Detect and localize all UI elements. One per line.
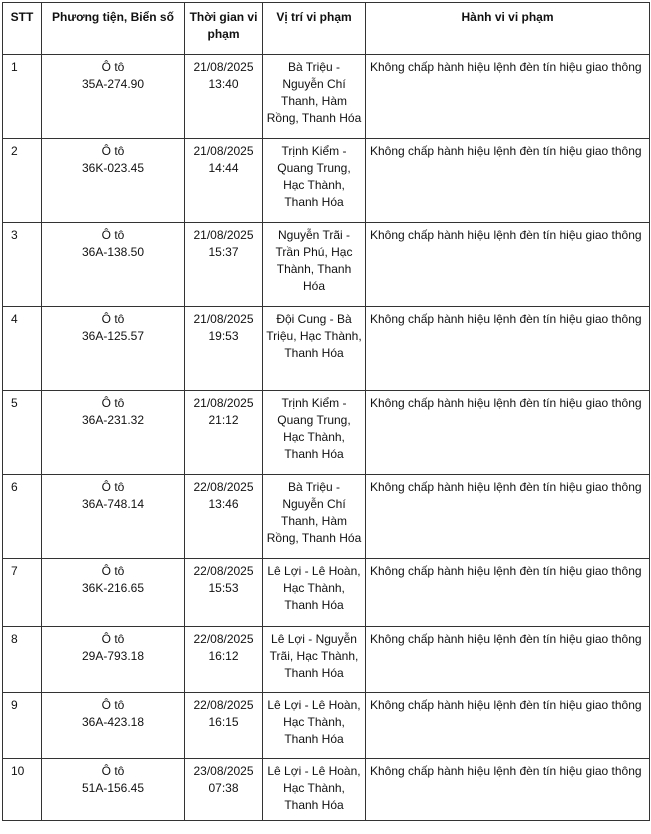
row-location: Lê Lợi - Lê Hoàn, Hạc Thành, Thanh Hóa: [263, 759, 366, 821]
table-row: [3, 307, 650, 391]
plate-number: 36A-423.18: [81, 715, 145, 729]
row-stt: 5: [3, 391, 42, 475]
violation-time: 16:12: [208, 649, 239, 663]
row-time-cell: [185, 475, 263, 559]
vehicle-type: Ô tô: [101, 396, 125, 410]
table-row: [3, 759, 650, 821]
violation-time: 07:38: [208, 781, 239, 795]
row-time-cell: [185, 139, 263, 223]
plate-number: 36A-125.57: [81, 329, 145, 343]
row-stt: 4: [3, 307, 42, 391]
violation-date: 21/08/2025: [193, 144, 254, 158]
header-location: Vị trí vi phạm: [263, 3, 366, 55]
table-row: [3, 475, 650, 559]
plate-number: 36A-138.50: [81, 245, 145, 259]
row-violation: Không chấp hành hiệu lệnh đèn tín hiệu giao thông: [366, 223, 650, 307]
violations-table: [2, 2, 650, 821]
violation-date: 22/08/2025: [193, 480, 254, 494]
violation-time: 21:12: [208, 413, 239, 427]
row-location: Bà Triệu - Nguyễn Chí Thanh, Hàm Rồng, Thanh Hóa: [263, 475, 366, 559]
table-header-row: [3, 3, 650, 55]
row-time-cell: [185, 693, 263, 759]
row-violation: Không chấp hành hiệu lệnh đèn tín hiệu giao thông: [366, 55, 650, 139]
vehicle-type: Ô tô: [101, 228, 125, 242]
row-time-cell: [185, 627, 263, 693]
header-violation: Hành vi vi phạm: [366, 3, 650, 55]
violation-time: 14:44: [208, 161, 239, 175]
row-stt: 2: [3, 139, 42, 223]
row-location: Trịnh Kiểm - Quang Trung, Hạc Thành, Thanh Hóa: [263, 139, 366, 223]
violation-time: 15:37: [208, 245, 239, 259]
row-location: Lê Lợi - Lê Hoàn, Hạc Thành, Thanh Hóa: [263, 693, 366, 759]
vehicle-type: Ô tô: [101, 764, 125, 778]
row-location: Đội Cung - Bà Triệu, Hạc Thành, Thanh Hóa: [263, 307, 366, 391]
plate-number: 35A-274.90: [81, 77, 145, 91]
row-vehicle-cell: [42, 55, 185, 139]
row-stt: 9: [3, 693, 42, 759]
violation-time: 13:40: [208, 77, 239, 91]
vehicle-type: Ô tô: [101, 632, 125, 646]
plate-number: 36K-216.65: [81, 581, 145, 595]
row-location: Bà Triệu - Nguyễn Chí Thanh, Hàm Rồng, Thanh Hóa: [263, 55, 366, 139]
violation-time: 19:53: [208, 329, 239, 343]
row-vehicle-cell: [42, 223, 185, 307]
violation-time: 16:15: [208, 715, 239, 729]
row-violation: Không chấp hành hiệu lệnh đèn tín hiệu giao thông: [366, 475, 650, 559]
row-time-cell: [185, 55, 263, 139]
row-vehicle-cell: [42, 475, 185, 559]
row-stt: 7: [3, 559, 42, 627]
row-violation: Không chấp hành hiệu lệnh đèn tín hiệu giao thông: [366, 307, 650, 391]
row-stt: 3: [3, 223, 42, 307]
row-stt: 1: [3, 55, 42, 139]
row-vehicle-cell: [42, 307, 185, 391]
table-row: [3, 559, 650, 627]
violation-date: 21/08/2025: [193, 60, 254, 74]
row-stt: 6: [3, 475, 42, 559]
table-row: [3, 627, 650, 693]
vehicle-type: Ô tô: [101, 60, 125, 74]
row-location: Nguyễn Trãi - Trần Phú, Hạc Thành, Thanh Hóa: [263, 223, 366, 307]
violation-date: 21/08/2025: [193, 228, 254, 242]
row-vehicle-cell: [42, 391, 185, 475]
plate-number: 51A-156.45: [81, 781, 145, 795]
row-time-cell: [185, 391, 263, 475]
row-vehicle-cell: [42, 693, 185, 759]
violation-time: 13:46: [208, 497, 239, 511]
row-violation: Không chấp hành hiệu lệnh đèn tín hiệu giao thông: [366, 391, 650, 475]
row-violation: Không chấp hành hiệu lệnh đèn tín hiệu giao thông: [366, 759, 650, 821]
plate-number: 29A-793.18: [81, 649, 145, 663]
row-vehicle-cell: [42, 627, 185, 693]
row-location: Lê Lợi - Lê Hoàn, Hạc Thành, Thanh Hóa: [263, 559, 366, 627]
row-violation: Không chấp hành hiệu lệnh đèn tín hiệu giao thông: [366, 139, 650, 223]
row-location: Trịnh Kiểm - Quang Trung, Hạc Thành, Thanh Hóa: [263, 391, 366, 475]
table-row: [3, 693, 650, 759]
row-stt: 10: [3, 759, 42, 821]
row-vehicle-cell: [42, 139, 185, 223]
violation-date: 23/08/2025: [193, 764, 254, 778]
row-stt: 8: [3, 627, 42, 693]
vehicle-type: Ô tô: [101, 144, 125, 158]
vehicle-type: Ô tô: [101, 698, 125, 712]
row-vehicle-cell: [42, 559, 185, 627]
row-violation: Không chấp hành hiệu lệnh đèn tín hiệu giao thông: [366, 693, 650, 759]
table-row: [3, 223, 650, 307]
violation-date: 22/08/2025: [193, 698, 254, 712]
row-vehicle-cell: [42, 759, 185, 821]
violation-date: 21/08/2025: [193, 312, 254, 326]
plate-number: 36A-231.32: [81, 413, 145, 427]
row-time-cell: [185, 559, 263, 627]
violation-date: 21/08/2025: [193, 396, 254, 410]
table-row: [3, 55, 650, 139]
row-time-cell: [185, 759, 263, 821]
table-row: [3, 391, 650, 475]
header-stt: STT: [3, 3, 42, 55]
violation-date: 22/08/2025: [193, 564, 254, 578]
vehicle-type: Ô tô: [101, 480, 125, 494]
vehicle-type: Ô tô: [101, 564, 125, 578]
vehicle-type: Ô tô: [101, 312, 125, 326]
header-time: Thời gian vi phạm: [185, 3, 263, 55]
header-vehicle: Phương tiện, Biển số: [42, 3, 185, 55]
row-time-cell: [185, 223, 263, 307]
row-time-cell: [185, 307, 263, 391]
row-location: Lê Lợi - Nguyễn Trãi, Hạc Thành, Thanh Hóa: [263, 627, 366, 693]
violation-time: 15:53: [208, 581, 239, 595]
plate-number: 36K-023.45: [81, 161, 145, 175]
table-row: [3, 139, 650, 223]
plate-number: 36A-748.14: [81, 497, 145, 511]
row-violation: Không chấp hành hiệu lệnh đèn tín hiệu giao thông: [366, 627, 650, 693]
violation-date: 22/08/2025: [193, 632, 254, 646]
row-violation: Không chấp hành hiệu lệnh đèn tín hiệu giao thông: [366, 559, 650, 627]
